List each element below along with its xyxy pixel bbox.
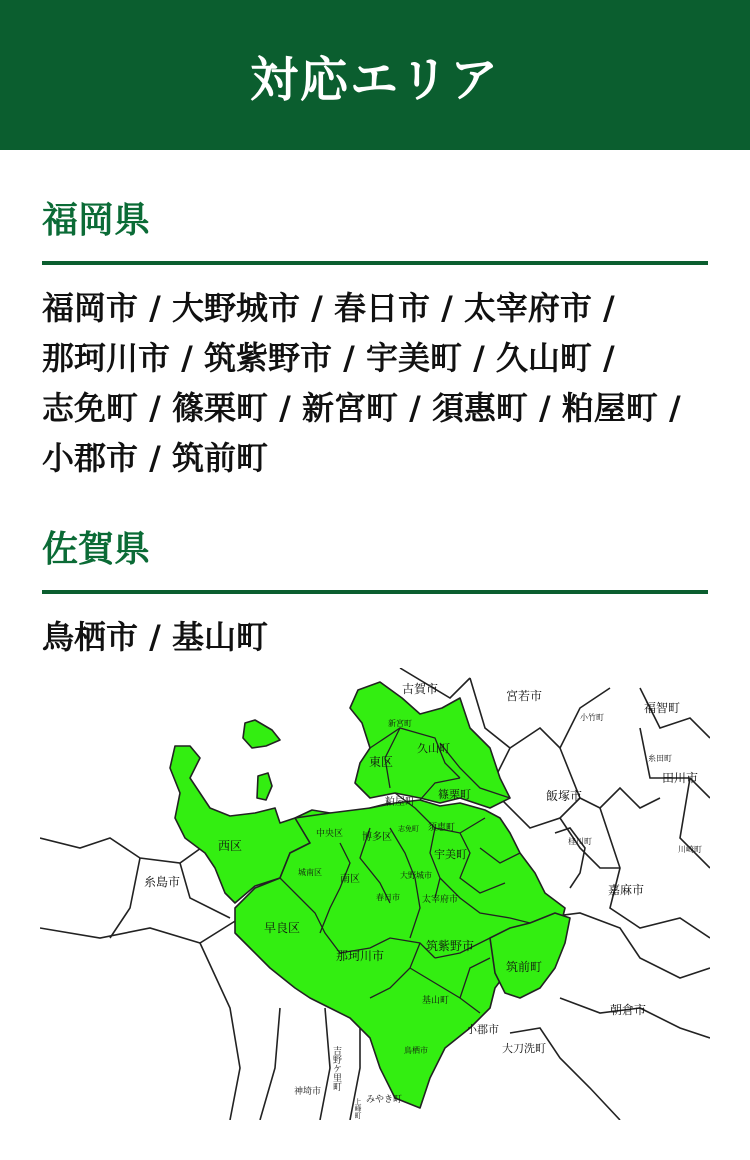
label-kawasaki: 川崎町 (678, 845, 702, 854)
label-tachiarai: 大刀洗町 (502, 1042, 546, 1055)
label-higashi: 東区 (369, 755, 394, 769)
label-miyawaka: 宮若市 (506, 689, 543, 703)
fukuoka-city-list (42, 283, 708, 483)
label-shingu: 新宮町 (388, 719, 412, 728)
city-line: 鳥栖市 / 基山町 (42, 618, 268, 656)
label-umi: 宇美町 (434, 848, 467, 861)
label-nishi: 西区 (218, 839, 243, 853)
saga-city-list (42, 612, 708, 662)
label-jonan: 城南区 (298, 868, 322, 877)
label-kotake: 小竹町 (580, 713, 604, 722)
fukuoka-section (0, 192, 750, 483)
label-yoshinogari: 吉野ケ里町 (331, 1046, 341, 1091)
label-dazaifu: 太宰府市 (422, 895, 459, 905)
label-sasaguri: 篠栗町 (438, 788, 471, 801)
label-chuo: 中央区 (316, 829, 344, 839)
saga-title: 佐賀県 (42, 521, 708, 594)
label-keisen: 桂川町 (568, 837, 592, 846)
label-sue: 須恵町 (428, 823, 456, 833)
label-itoda: 糸田町 (648, 754, 672, 763)
map-labels (144, 681, 702, 1119)
label-kanzaki: 神埼市 (294, 1087, 322, 1097)
city-line: 志免町 / 篠栗町 / 新宮町 / 須惠町 / 粕屋町 / (42, 389, 681, 427)
label-miyaki: みやき町 (366, 1095, 403, 1105)
label-kama: 嘉麻市 (608, 883, 645, 897)
label-kasuga: 春日市 (376, 893, 400, 902)
label-chikushino: 筑紫野市 (426, 939, 475, 953)
page-title: 対応エリア (249, 51, 500, 108)
island-shikanoshima (243, 720, 280, 748)
label-kiyama: 基山町 (422, 996, 450, 1006)
map-svg (40, 668, 710, 1120)
label-nakagawa: 那珂川市 (336, 949, 385, 963)
label-fukuchi: 福智町 (644, 701, 681, 715)
label-hisayama: 久山町 (417, 742, 450, 755)
label-koga: 古賀市 (402, 682, 439, 696)
label-shime: 志免町 (398, 825, 419, 833)
saga-section (0, 521, 750, 662)
label-asakura: 朝倉市 (610, 1003, 647, 1017)
fukuoka-title: 福岡県 (42, 192, 708, 265)
label-onojo: 大野城市 (400, 871, 432, 880)
label-chikuzen: 筑前町 (506, 960, 543, 974)
label-kamimine: 上峰町 (354, 1098, 362, 1119)
label-hakata: 博多区 (362, 832, 392, 843)
label-tosu: 鳥栖市 (404, 1046, 428, 1055)
label-sawara: 早良区 (264, 921, 301, 935)
label-itoshima: 糸島市 (144, 875, 181, 889)
label-iizuka: 飯塚市 (546, 789, 583, 803)
city-line: 小郡市 / 筑前町 (42, 439, 268, 477)
label-kasuya: 粕屋町 (385, 797, 415, 808)
label-tagawa: 田川市 (662, 771, 699, 785)
city-line: 福岡市 / 大野城市 / 春日市 / 太宰府市 / (42, 289, 615, 327)
page-header (0, 0, 750, 150)
city-line: 那珂川市 / 筑紫野市 / 宇美町 / 久山町 / (42, 339, 615, 377)
island-nokonoshima (257, 773, 272, 800)
label-ogori: 小郡市 (466, 1023, 499, 1036)
label-minami: 南区 (340, 874, 360, 885)
service-area-map (40, 668, 710, 1120)
